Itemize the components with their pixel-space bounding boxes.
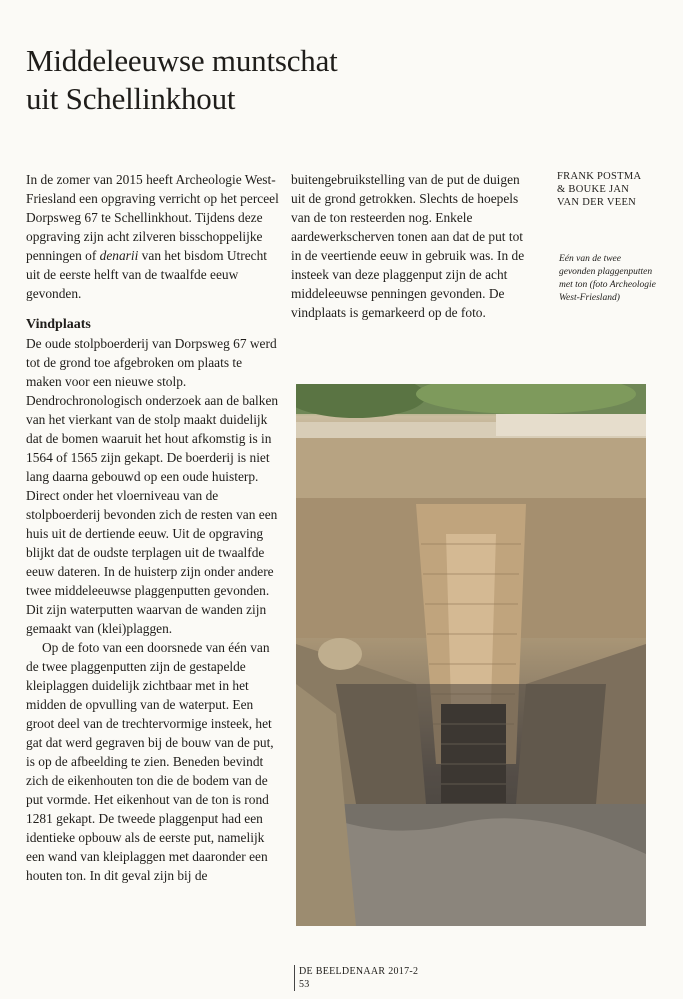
photo-caption: Eén van de twee gevonden plaggenputten met ton (foto Archeologie West-Friesland) (559, 254, 656, 303)
author-line-3: VAN DER VEEN (557, 197, 637, 208)
article-title (26, 42, 446, 118)
title-line-1: Middeleeuwse muntschat (26, 43, 338, 78)
author-line-1: FRANK POSTMA (557, 171, 642, 182)
journal-name: DE BEELDENAAR 2017-2 (299, 966, 419, 977)
paragraph-1: De oude stolpboerderij van Dorpsweg 67 werd tot de grond toe afgebroken om plaats te maken voor een nieuwe stolp. Dendrochronologisch onderzoek aan de balken van het vierkant van de stolp maakt duidelijk dat de bomen waaruit het hout afkomstig is in 1564 of 1565 zijn gekapt. De boerderij is niet lang daarna gebouwd op een oude huisterp. Direct onder het vloerniveau van de stolpboerderij bevonden zich de resten van een huis uit de dertiende eeuw. Uit de opgraving blijkt dat de oudste terplagen uit de twaalfde eeuw dateren. In de huisterp zijn onder andere twee middeleeuwse plaggenputten gevonden. Dit zijn waterputten waarvan de wanden zijn gemaakt van (klei)plaggen. (26, 336, 279, 636)
page-footer (294, 965, 418, 991)
excavation-photo (296, 384, 646, 926)
page-number: 53 (299, 979, 310, 990)
intro-emphasis: denarii (99, 248, 139, 263)
paragraph-2: Op de foto van een doorsnede van één van de twee plaggenputten zijn de gestapelde kleiplaggen duidelijk zichtbaar met in het midden de opvulling van de waterput. Een groot deel van de trechtervormige insteek, het gat dat werd gegraven bij de bouw van de put, is op de afbeelding te zien. Beneden bevindt zich de eikenhouten ton die de bodem van de put vormde. Het eikenhout van de ton is rond 1281 gekapt. De tweede plaggenput had een identieke opbouw als de eerste put, namelijk een wand van kleiplaggen met daaronder een houten ton. In dit geval zijn bij de (26, 640, 274, 883)
paragraph-continued: buitengebruikstelling van de put de duigen uit de grond getrokken. Slechts de hoepels van de ton resteerden nog. Enkele aardewerkscherven tonen aan dat de put tot in de veertiende eeuw in gebruik was. In de insteek van deze plaggenput zijn de acht middeleeuwse penningen gevonden. De vindplaats is gemarkeerd op de foto. (291, 172, 525, 320)
text-column-left (26, 170, 280, 885)
author-byline (557, 170, 667, 209)
intro-paragraph (26, 170, 280, 303)
intro-text-b: van het bisdom Utrecht uit de eerste helft van de twaalfde eeuw gevonden. (26, 248, 267, 301)
text-column-middle (291, 170, 531, 322)
intro-text-a: In de zomer van 2015 heeft Archeologie West-Friesland een opgraving verricht op het perceel Dorpsweg 67 te Schellinkhout. Tijdens deze opgraving zijn acht zilveren bisschoppelijke penningen of (26, 172, 279, 263)
section-heading: Vindplaats (26, 317, 91, 332)
author-line-2: & BOUKE JAN (557, 184, 630, 195)
excavation-photo-illustration (296, 384, 646, 926)
title-line-2: uit Schellinkhout (26, 81, 236, 116)
